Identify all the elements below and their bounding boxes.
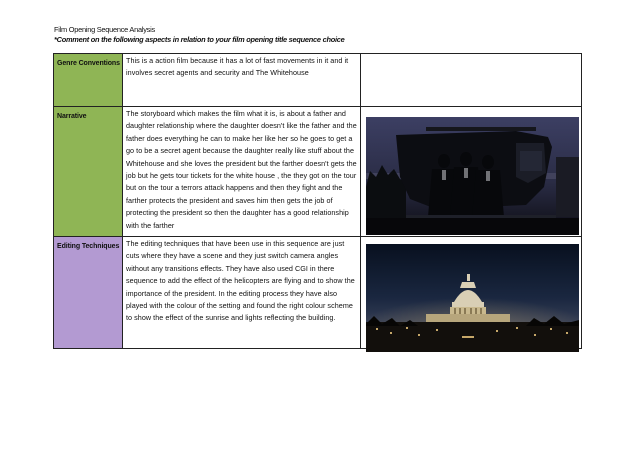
narrative-label-cell	[54, 107, 123, 237]
document-title: Film Opening Sequence Analysis	[54, 25, 155, 34]
genre-text: This is a action film because it has a lot of fast movements in it and it involves secret agents and security and The Whitehouse	[126, 56, 349, 78]
narrative-text-cell	[123, 107, 361, 237]
editing-text-cell	[123, 237, 361, 349]
table-row-editing	[54, 237, 582, 349]
table-row-narrative	[54, 107, 582, 237]
film-still-helicopter-agents-image	[366, 117, 579, 235]
narrative-label: Narrative	[57, 113, 87, 120]
document-subtitle: *Comment on the following aspects in relation to your film opening title sequence choice	[54, 35, 345, 44]
analysis-table	[53, 53, 582, 349]
film-still-helicopter-agents	[366, 117, 579, 235]
genre-label: Genre Conventions	[57, 60, 120, 67]
editing-label: Editing Techniques	[57, 243, 120, 250]
genre-media-cell	[361, 54, 582, 107]
film-still-capitol-night-image	[366, 244, 579, 352]
table-row-genre	[54, 54, 582, 107]
film-still-capitol-night	[366, 244, 579, 352]
editing-media-cell	[361, 237, 582, 349]
genre-label-cell	[54, 54, 123, 107]
editing-label-cell	[54, 237, 123, 349]
narrative-media-cell	[361, 107, 582, 237]
genre-text-cell	[123, 54, 361, 107]
narrative-text: The storyboard which makes the film what it is, is about a father and daughter relationship where the daughter doesn't like the father and the father does everything he can to make her like her so he goes to get a go to be a secret agent because the daughter really like stuff about the Whitehouse and she loves the president but the farther doesn't gets the job but he gets tour tickets for the white house , the they got on the tour but on the tour a terrors attack happens and then they fight and the farther protects the president and saves him then gets the job of protecting the president so then the daughter has a good relationship with the farther	[126, 109, 357, 230]
editing-text: The editing techniques that have been use in this sequence are just cuts where they have a scene and they just switch camera angles without any transitions effects. They have also used CGI in there sequence to add the effect of the helicopters are flying and to show the importance of the president. In the editing process they have also played with the colour of the setting and found the right colour scheme to show the effect of the sunrise and lights reflecting the building.	[126, 239, 355, 323]
